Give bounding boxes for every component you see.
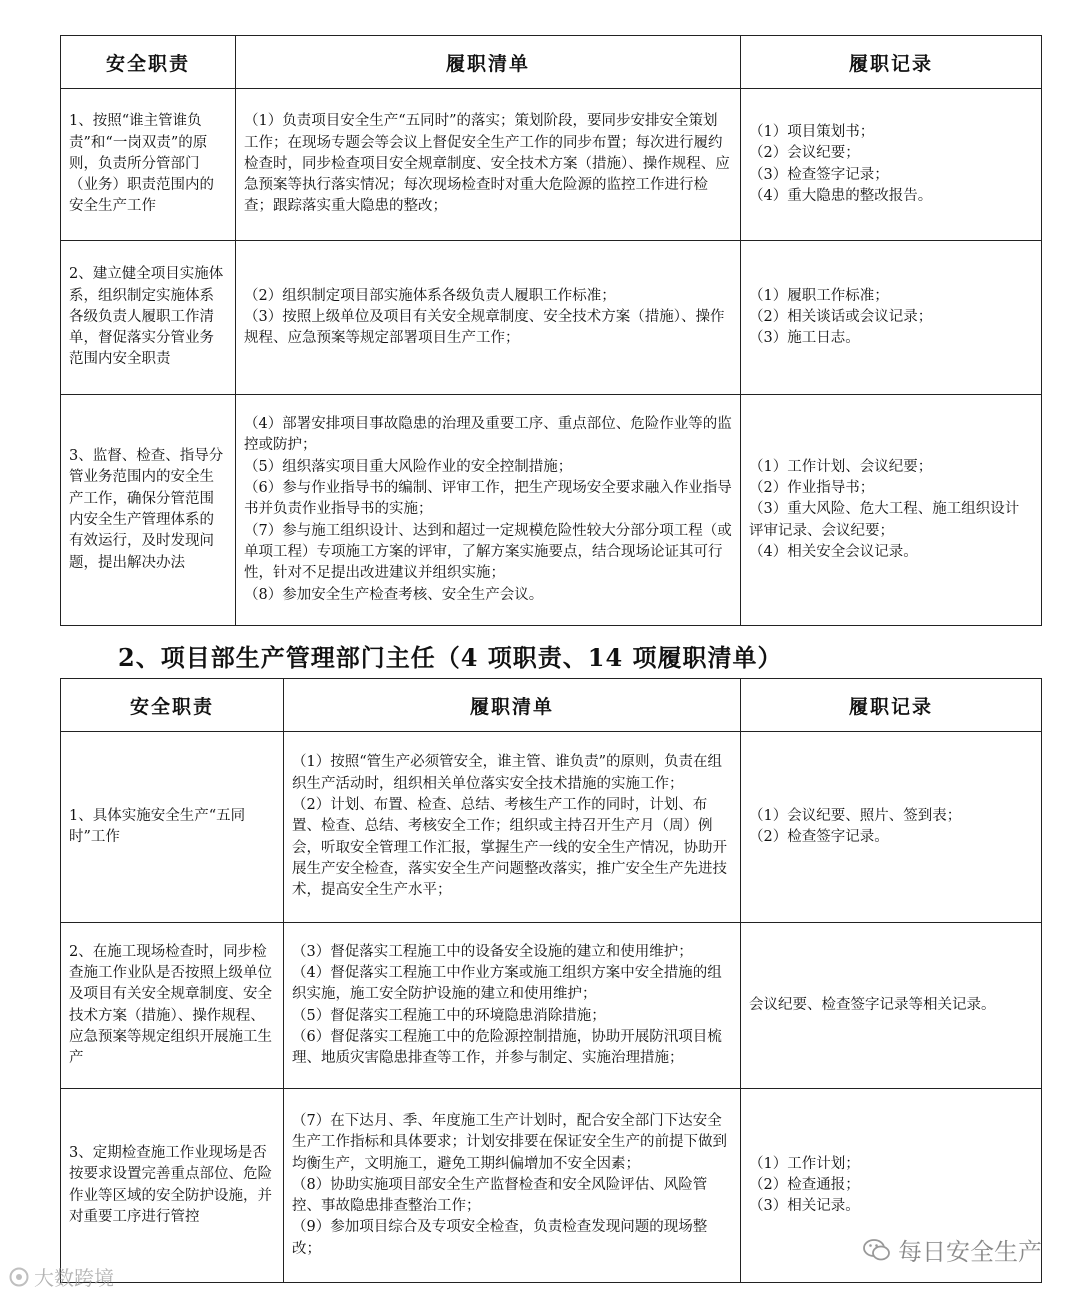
list-item: （1）按照“管生产必须管安全，谁主管、谁负责”的原则，负责在组织生产活动时，组织相关单位落实安全技术措施的实施工作； (292, 754, 723, 792)
table2-header-row (61, 679, 1042, 732)
list-item: （2）组织制定项目部实施体系各级负责人履职工作标准； (244, 287, 616, 304)
record-item: （1）履职工作标准； (749, 287, 889, 304)
record-item: （1）工作计划； (749, 1155, 860, 1172)
record-item: 会议纪要、检查签字记录等相关记录。 (749, 996, 996, 1013)
record-item: （3）检查签字记录； (749, 166, 889, 183)
wechat-icon (862, 1238, 892, 1262)
table1-row-3 (61, 395, 1042, 626)
duty-table-2 (60, 678, 1042, 1283)
header-safety-duty: 安全职责 (61, 679, 284, 732)
table1-row-2 (61, 241, 1042, 395)
list-item: （2）计划、布置、检查、总结、考核生产工作的同时，计划、布置、检查、总结、考核安全工作；组织或主持召开生产月（周）例会，听取安全管理工作汇报，掌握生产一线的安全生产情况，协助开展生产安全检查，落实安全生产问题整改落实，推广安全生产先进技术，提高安全生产水平； (292, 797, 727, 899)
record-item: （2）会议纪要； (749, 145, 860, 162)
list-item: （7）参与施工组织设计、达到和超过一定规模危险性较大分部分项工程（或单项工程）专项施工方案的评审，了解方案实施要点，结合现场论证其可行性，针对不足提出改进建议并组织实施； (244, 522, 732, 582)
record-item: （4）重大隐患的整改报告。 (749, 187, 933, 204)
list-cell (236, 241, 741, 395)
brand-logo-icon (8, 1266, 30, 1288)
record-item: （2）作业指导书； (749, 480, 875, 497)
header-duty-list: 履职清单 (284, 679, 741, 732)
duty-cell (61, 395, 236, 626)
list-cell (284, 732, 741, 923)
list-item: （7）在下达月、季、年度施工生产计划时，配合安全部门下达安全生产工作指标和具体要求；计划安排要在保证安全生产的前提下做到均衡生产，文明施工，避免工期纠偏增加不安全因素； (292, 1112, 727, 1172)
list-item: （6）参与作业指导书的编制、评审工作，把生产现场安全要求融入作业指导书并负责作业指导书的实施； (244, 480, 732, 518)
list-cell (284, 1089, 741, 1283)
header-duty-record: 履职记录 (741, 36, 1042, 89)
list-item: （3）督促落实工程施工中的设备安全设施的建立和使用维护； (292, 943, 693, 960)
duty-cell (61, 241, 236, 395)
record-item: （2）检查通报； (749, 1176, 860, 1193)
record-cell (741, 89, 1042, 241)
record-item: （1）工作计划、会议纪要； (749, 458, 933, 475)
table2-row-1 (61, 732, 1042, 923)
duty-text: 3、监督、检查、指导分管业务范围内的安全生产工作，确保分管范围内安全生产管理体系的有效运行，及时发现问题，提出解决办法 (69, 448, 224, 571)
record-cell (741, 923, 1042, 1089)
list-item: （3）按照上级单位及项目有关安全规章制度、安全技术方案（措施）、操作规程、应急预案等规定部署项目生产工作； (244, 308, 725, 347)
header-safety-duty: 安全职责 (61, 36, 236, 89)
list-item: （8）参加安全生产检查考核、安全生产会议。 (244, 586, 544, 603)
list-cell (236, 395, 741, 626)
table1-row-1 (61, 89, 1042, 241)
list-cell (236, 89, 741, 241)
watermark-wechat (862, 1232, 1042, 1267)
record-item: （3）相关记录。 (749, 1198, 860, 1215)
header-duty-record: 履职记录 (741, 679, 1042, 732)
list-item: （1）负责项目安全生产“五同时”的落实；策划阶段，要同步安排安全策划工作；在现场专题会等会议上督促安全生产工作的同步布置；每次进行履约检查时，同步检查项目安全规章制度、安全技术方案（措施）、操作规程、应急预案等执行落实情况；每次现场检查时对重大危险源的监控工作进行检查；跟踪落实重大隐患的整改； (244, 113, 730, 215)
watermark-brand-text: 大数跨境 (34, 1266, 114, 1290)
table2-row-2 (61, 923, 1042, 1089)
record-item: （3）施工日志。 (749, 330, 860, 347)
duty-text: 2、在施工现场检查时，同步检查施工作业队是否按照上级单位及项目有关安全规章制度、安全技术方案（措施）、操作规程、应急预案等规定组织开展施工生产 (69, 943, 272, 1067)
record-item: （2）检查签字记录。 (749, 829, 889, 845)
list-item: （8）协助实施项目部安全生产监督检查和安全风险评估、风险管控、事故隐患排查整治工作； (292, 1176, 708, 1215)
header-duty-list: 履职清单 (236, 36, 741, 89)
record-item: （1）会议纪要、照片、签到表； (749, 807, 962, 824)
record-item: （2）相关谈话或会议记录； (749, 308, 933, 325)
record-cell (741, 395, 1042, 626)
duty-cell (61, 1089, 284, 1283)
duty-text: 3、定期检查施工作业现场是否按要求设置完善重点部位、危险作业等区域的安全防护设施，并对重要工序进行管控 (69, 1144, 272, 1225)
duty-cell (61, 923, 284, 1089)
record-item: （4）相关安全会议记录。 (749, 543, 918, 560)
list-item: （5）督促落实工程施工中的环境隐患消除措施； (292, 1007, 606, 1024)
record-cell (741, 241, 1042, 395)
record-item: （1）项目策划书； (749, 123, 875, 140)
table1-header-row (61, 36, 1042, 89)
duty-text: 2、建立健全项目实施体系，组织制定实施体系各级负责人履职工作清单，督促落实分管业务范围内安全职责 (69, 266, 224, 368)
duty-table-1 (60, 35, 1042, 626)
list-item: （6）督促落实工程施工中的危险源控制措施，协助开展防汛项目梳理、地质灾害隐患排查等工作，并参与制定、实施治理措施； (292, 1028, 722, 1067)
watermark-wechat-text: 每日安全生产 (898, 1238, 1042, 1266)
duty-cell (61, 732, 284, 923)
list-item: （4）督促落实工程施工中作业方案或施工组织方案中安全措施的组织实施，施工安全防护设施的建立和使用维护； (292, 964, 722, 1003)
section-2-heading: 2、项目部生产管理部门主任（4 项职责、14 项履职清单） (118, 643, 783, 672)
duty-text: 1、具体实施安全生产“五同时”工作 (69, 807, 246, 845)
list-item: （5）组织落实项目重大风险作业的安全控制措施； (244, 458, 573, 475)
record-item: （3）重大风险、危大工程、施工组织设计评审记录、会议纪要； (749, 501, 1020, 539)
duty-text: 1、按照“谁主管谁负责”和“一岗双责”的原则，负责所分管部门（业务）职责范围内的安全生产工作 (69, 113, 214, 215)
duty-cell (61, 89, 236, 241)
list-item: （9）参加项目综合及专项安全检查，负责检查发现问题的现场整改； (292, 1219, 708, 1257)
list-cell (284, 923, 741, 1089)
record-cell (741, 732, 1042, 923)
watermark-brand (8, 1262, 114, 1291)
list-item: （4）部署安排项目事故隐患的治理及重要工序、重点部位、危险作业等的监控或防护； (244, 416, 732, 454)
